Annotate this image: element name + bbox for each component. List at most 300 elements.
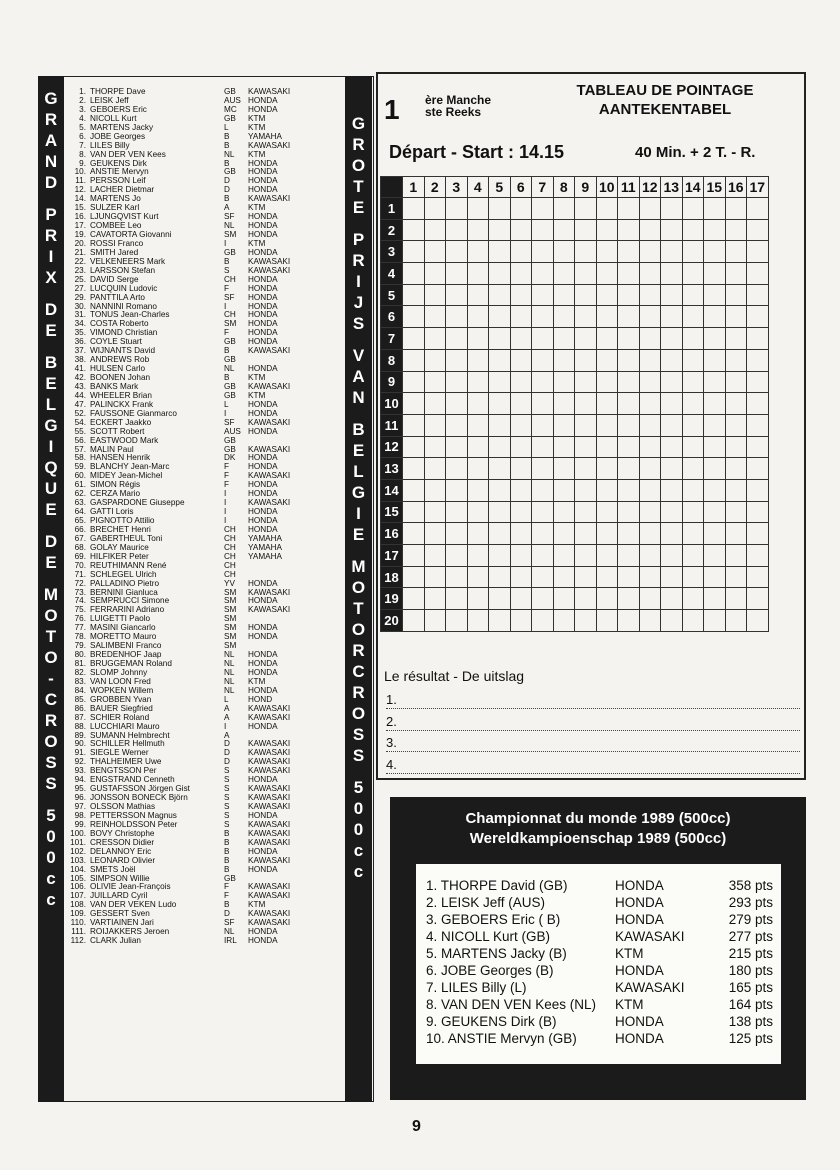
grid-cell[interactable]	[704, 349, 726, 371]
grid-cell[interactable]	[725, 458, 747, 480]
result-line[interactable]: 4.	[386, 757, 800, 774]
grid-cell[interactable]	[682, 328, 704, 350]
grid-cell[interactable]	[510, 328, 532, 350]
grid-cell[interactable]	[639, 263, 661, 285]
grid-cell[interactable]	[618, 414, 640, 436]
grid-cell[interactable]	[424, 479, 446, 501]
grid-cell[interactable]	[510, 198, 532, 220]
grid-cell[interactable]	[682, 566, 704, 588]
grid-cell[interactable]	[489, 284, 511, 306]
grid-cell[interactable]	[747, 328, 769, 350]
grid-cell[interactable]	[682, 458, 704, 480]
grid-cell[interactable]	[639, 284, 661, 306]
grid-cell[interactable]	[532, 523, 554, 545]
grid-cell[interactable]	[725, 263, 747, 285]
grid-cell[interactable]	[575, 349, 597, 371]
grid-cell[interactable]	[639, 306, 661, 328]
grid-cell[interactable]	[446, 263, 468, 285]
grid-cell[interactable]	[575, 436, 597, 458]
grid-cell[interactable]	[424, 241, 446, 263]
grid-cell[interactable]	[725, 414, 747, 436]
grid-cell[interactable]	[618, 241, 640, 263]
grid-cell[interactable]	[532, 414, 554, 436]
grid-cell[interactable]	[596, 588, 618, 610]
grid-cell[interactable]	[704, 241, 726, 263]
grid-cell[interactable]	[747, 610, 769, 632]
grid-cell[interactable]	[725, 371, 747, 393]
grid-cell[interactable]	[639, 566, 661, 588]
grid-cell[interactable]	[446, 610, 468, 632]
grid-cell[interactable]	[725, 349, 747, 371]
grid-cell[interactable]	[446, 198, 468, 220]
grid-cell[interactable]	[682, 610, 704, 632]
grid-cell[interactable]	[403, 306, 425, 328]
grid-cell[interactable]	[596, 328, 618, 350]
grid-cell[interactable]	[532, 566, 554, 588]
grid-cell[interactable]	[704, 501, 726, 523]
grid-cell[interactable]	[661, 263, 683, 285]
grid-cell[interactable]	[747, 479, 769, 501]
grid-cell[interactable]	[403, 545, 425, 567]
grid-cell[interactable]	[553, 219, 575, 241]
grid-cell[interactable]	[446, 284, 468, 306]
grid-cell[interactable]	[747, 458, 769, 480]
grid-cell[interactable]	[661, 219, 683, 241]
grid-cell[interactable]	[682, 436, 704, 458]
grid-cell[interactable]	[661, 241, 683, 263]
grid-cell[interactable]	[446, 588, 468, 610]
grid-cell[interactable]	[424, 219, 446, 241]
grid-cell[interactable]	[725, 219, 747, 241]
grid-cell[interactable]	[467, 263, 489, 285]
grid-cell[interactable]	[489, 545, 511, 567]
grid-cell[interactable]	[446, 436, 468, 458]
grid-cell[interactable]	[403, 414, 425, 436]
grid-cell[interactable]	[489, 610, 511, 632]
grid-cell[interactable]	[424, 501, 446, 523]
grid-cell[interactable]	[553, 588, 575, 610]
grid-cell[interactable]	[747, 436, 769, 458]
grid-cell[interactable]	[639, 349, 661, 371]
grid-cell[interactable]	[467, 545, 489, 567]
grid-cell[interactable]	[510, 371, 532, 393]
grid-cell[interactable]	[403, 198, 425, 220]
grid-cell[interactable]	[532, 458, 554, 480]
grid-cell[interactable]	[596, 458, 618, 480]
grid-cell[interactable]	[403, 566, 425, 588]
grid-cell[interactable]	[403, 349, 425, 371]
grid-cell[interactable]	[639, 545, 661, 567]
grid-cell[interactable]	[489, 328, 511, 350]
grid-cell[interactable]	[747, 284, 769, 306]
grid-cell[interactable]	[747, 566, 769, 588]
grid-cell[interactable]	[489, 263, 511, 285]
grid-cell[interactable]	[661, 479, 683, 501]
grid-cell[interactable]	[704, 588, 726, 610]
grid-cell[interactable]	[532, 306, 554, 328]
grid-cell[interactable]	[510, 501, 532, 523]
grid-cell[interactable]	[618, 458, 640, 480]
grid-cell[interactable]	[489, 501, 511, 523]
grid-cell[interactable]	[682, 263, 704, 285]
result-line[interactable]: 3.	[386, 735, 800, 752]
grid-cell[interactable]	[489, 241, 511, 263]
grid-cell[interactable]	[575, 284, 597, 306]
grid-cell[interactable]	[639, 219, 661, 241]
grid-cell[interactable]	[639, 479, 661, 501]
grid-cell[interactable]	[661, 306, 683, 328]
grid-cell[interactable]	[725, 566, 747, 588]
grid-cell[interactable]	[575, 523, 597, 545]
grid-cell[interactable]	[725, 545, 747, 567]
grid-cell[interactable]	[618, 393, 640, 415]
grid-cell[interactable]	[553, 523, 575, 545]
grid-cell[interactable]	[446, 393, 468, 415]
grid-cell[interactable]	[467, 219, 489, 241]
grid-cell[interactable]	[725, 284, 747, 306]
grid-cell[interactable]	[704, 306, 726, 328]
grid-cell[interactable]	[532, 198, 554, 220]
grid-cell[interactable]	[446, 306, 468, 328]
grid-cell[interactable]	[682, 371, 704, 393]
grid-cell[interactable]	[424, 414, 446, 436]
grid-cell[interactable]	[467, 479, 489, 501]
grid-cell[interactable]	[618, 501, 640, 523]
grid-cell[interactable]	[467, 241, 489, 263]
grid-cell[interactable]	[532, 479, 554, 501]
grid-cell[interactable]	[403, 241, 425, 263]
grid-cell[interactable]	[553, 263, 575, 285]
grid-cell[interactable]	[575, 241, 597, 263]
grid-cell[interactable]	[467, 198, 489, 220]
grid-cell[interactable]	[553, 566, 575, 588]
grid-cell[interactable]	[510, 588, 532, 610]
grid-cell[interactable]	[747, 545, 769, 567]
grid-cell[interactable]	[704, 523, 726, 545]
grid-cell[interactable]	[424, 349, 446, 371]
grid-cell[interactable]	[489, 349, 511, 371]
grid-cell[interactable]	[446, 241, 468, 263]
grid-cell[interactable]	[682, 306, 704, 328]
grid-cell[interactable]	[661, 284, 683, 306]
grid-cell[interactable]	[682, 414, 704, 436]
grid-cell[interactable]	[682, 198, 704, 220]
grid-cell[interactable]	[489, 414, 511, 436]
grid-cell[interactable]	[682, 284, 704, 306]
grid-cell[interactable]	[424, 393, 446, 415]
grid-cell[interactable]	[682, 523, 704, 545]
grid-cell[interactable]	[596, 306, 618, 328]
grid-cell[interactable]	[403, 523, 425, 545]
grid-cell[interactable]	[747, 523, 769, 545]
grid-cell[interactable]	[725, 523, 747, 545]
grid-cell[interactable]	[618, 523, 640, 545]
grid-cell[interactable]	[446, 328, 468, 350]
grid-cell[interactable]	[510, 306, 532, 328]
grid-cell[interactable]	[575, 566, 597, 588]
grid-cell[interactable]	[446, 545, 468, 567]
grid-cell[interactable]	[553, 241, 575, 263]
grid-cell[interactable]	[553, 545, 575, 567]
grid-cell[interactable]	[661, 371, 683, 393]
grid-cell[interactable]	[424, 328, 446, 350]
grid-cell[interactable]	[532, 545, 554, 567]
grid-cell[interactable]	[639, 523, 661, 545]
grid-cell[interactable]	[424, 566, 446, 588]
grid-cell[interactable]	[575, 501, 597, 523]
grid-cell[interactable]	[747, 219, 769, 241]
grid-cell[interactable]	[532, 501, 554, 523]
grid-cell[interactable]	[661, 523, 683, 545]
grid-cell[interactable]	[553, 371, 575, 393]
grid-cell[interactable]	[424, 588, 446, 610]
grid-cell[interactable]	[704, 414, 726, 436]
grid-cell[interactable]	[553, 501, 575, 523]
grid-cell[interactable]	[747, 198, 769, 220]
grid-cell[interactable]	[704, 328, 726, 350]
grid-cell[interactable]	[467, 566, 489, 588]
grid-cell[interactable]	[618, 479, 640, 501]
grid-cell[interactable]	[639, 393, 661, 415]
grid-cell[interactable]	[639, 198, 661, 220]
grid-cell[interactable]	[596, 545, 618, 567]
grid-cell[interactable]	[661, 501, 683, 523]
grid-cell[interactable]	[467, 588, 489, 610]
grid-cell[interactable]	[424, 306, 446, 328]
grid-cell[interactable]	[446, 219, 468, 241]
grid-cell[interactable]	[704, 198, 726, 220]
grid-cell[interactable]	[446, 479, 468, 501]
grid-cell[interactable]	[747, 588, 769, 610]
grid-cell[interactable]	[596, 198, 618, 220]
grid-cell[interactable]	[575, 414, 597, 436]
grid-cell[interactable]	[446, 501, 468, 523]
grid-cell[interactable]	[682, 393, 704, 415]
result-line[interactable]: 2.	[386, 714, 800, 731]
grid-cell[interactable]	[639, 371, 661, 393]
grid-cell[interactable]	[575, 479, 597, 501]
grid-cell[interactable]	[725, 436, 747, 458]
grid-cell[interactable]	[661, 328, 683, 350]
grid-cell[interactable]	[424, 371, 446, 393]
grid-cell[interactable]	[661, 198, 683, 220]
grid-cell[interactable]	[596, 263, 618, 285]
grid-cell[interactable]	[682, 479, 704, 501]
grid-cell[interactable]	[618, 610, 640, 632]
grid-cell[interactable]	[618, 436, 640, 458]
grid-cell[interactable]	[446, 349, 468, 371]
grid-cell[interactable]	[661, 458, 683, 480]
grid-cell[interactable]	[575, 198, 597, 220]
grid-cell[interactable]	[747, 501, 769, 523]
grid-cell[interactable]	[532, 393, 554, 415]
grid-cell[interactable]	[618, 306, 640, 328]
grid-cell[interactable]	[403, 458, 425, 480]
grid-cell[interactable]	[467, 501, 489, 523]
grid-cell[interactable]	[639, 328, 661, 350]
grid-cell[interactable]	[532, 349, 554, 371]
grid-cell[interactable]	[618, 198, 640, 220]
grid-cell[interactable]	[639, 588, 661, 610]
grid-cell[interactable]	[661, 414, 683, 436]
grid-cell[interactable]	[467, 436, 489, 458]
grid-cell[interactable]	[704, 284, 726, 306]
grid-cell[interactable]	[575, 328, 597, 350]
grid-cell[interactable]	[596, 501, 618, 523]
grid-cell[interactable]	[446, 523, 468, 545]
grid-cell[interactable]	[682, 588, 704, 610]
grid-cell[interactable]	[403, 393, 425, 415]
grid-cell[interactable]	[639, 458, 661, 480]
grid-cell[interactable]	[575, 371, 597, 393]
grid-cell[interactable]	[596, 371, 618, 393]
grid-cell[interactable]	[596, 219, 618, 241]
grid-cell[interactable]	[489, 219, 511, 241]
grid-cell[interactable]	[575, 306, 597, 328]
grid-cell[interactable]	[510, 263, 532, 285]
grid-cell[interactable]	[596, 523, 618, 545]
grid-cell[interactable]	[725, 610, 747, 632]
grid-cell[interactable]	[532, 436, 554, 458]
grid-cell[interactable]	[467, 306, 489, 328]
grid-cell[interactable]	[618, 545, 640, 567]
grid-cell[interactable]	[639, 436, 661, 458]
grid-cell[interactable]	[446, 566, 468, 588]
grid-cell[interactable]	[725, 328, 747, 350]
grid-cell[interactable]	[489, 588, 511, 610]
grid-cell[interactable]	[510, 284, 532, 306]
grid-cell[interactable]	[553, 479, 575, 501]
grid-cell[interactable]	[618, 371, 640, 393]
grid-cell[interactable]	[532, 588, 554, 610]
grid-cell[interactable]	[661, 349, 683, 371]
grid-cell[interactable]	[446, 458, 468, 480]
grid-cell[interactable]	[575, 393, 597, 415]
grid-cell[interactable]	[682, 219, 704, 241]
grid-cell[interactable]	[575, 458, 597, 480]
grid-cell[interactable]	[553, 610, 575, 632]
grid-cell[interactable]	[489, 198, 511, 220]
grid-cell[interactable]	[424, 284, 446, 306]
grid-cell[interactable]	[553, 414, 575, 436]
grid-cell[interactable]	[575, 588, 597, 610]
grid-cell[interactable]	[596, 241, 618, 263]
grid-cell[interactable]	[510, 414, 532, 436]
grid-cell[interactable]	[596, 393, 618, 415]
grid-cell[interactable]	[618, 219, 640, 241]
grid-cell[interactable]	[661, 566, 683, 588]
grid-cell[interactable]	[575, 263, 597, 285]
grid-cell[interactable]	[639, 414, 661, 436]
grid-cell[interactable]	[510, 545, 532, 567]
grid-cell[interactable]	[510, 241, 532, 263]
grid-cell[interactable]	[704, 610, 726, 632]
grid-cell[interactable]	[575, 545, 597, 567]
grid-cell[interactable]	[661, 610, 683, 632]
grid-cell[interactable]	[424, 610, 446, 632]
grid-cell[interactable]	[510, 523, 532, 545]
grid-cell[interactable]	[532, 328, 554, 350]
result-line[interactable]: 1.	[386, 692, 800, 709]
grid-cell[interactable]	[553, 393, 575, 415]
grid-cell[interactable]	[489, 371, 511, 393]
grid-cell[interactable]	[553, 458, 575, 480]
grid-cell[interactable]	[403, 610, 425, 632]
grid-cell[interactable]	[403, 436, 425, 458]
grid-cell[interactable]	[403, 479, 425, 501]
grid-cell[interactable]	[489, 436, 511, 458]
grid-cell[interactable]	[446, 414, 468, 436]
grid-cell[interactable]	[725, 393, 747, 415]
grid-cell[interactable]	[467, 523, 489, 545]
grid-cell[interactable]	[725, 588, 747, 610]
grid-cell[interactable]	[725, 501, 747, 523]
grid-cell[interactable]	[403, 501, 425, 523]
grid-cell[interactable]	[553, 198, 575, 220]
grid-cell[interactable]	[467, 610, 489, 632]
grid-cell[interactable]	[661, 588, 683, 610]
grid-cell[interactable]	[510, 458, 532, 480]
grid-cell[interactable]	[682, 545, 704, 567]
grid-cell[interactable]	[725, 241, 747, 263]
grid-cell[interactable]	[510, 479, 532, 501]
grid-cell[interactable]	[446, 371, 468, 393]
grid-cell[interactable]	[661, 436, 683, 458]
grid-cell[interactable]	[489, 523, 511, 545]
grid-cell[interactable]	[747, 263, 769, 285]
grid-cell[interactable]	[510, 219, 532, 241]
grid-cell[interactable]	[403, 284, 425, 306]
grid-cell[interactable]	[510, 349, 532, 371]
grid-cell[interactable]	[553, 328, 575, 350]
grid-cell[interactable]	[747, 371, 769, 393]
grid-cell[interactable]	[467, 371, 489, 393]
grid-cell[interactable]	[661, 545, 683, 567]
grid-cell[interactable]	[596, 349, 618, 371]
grid-cell[interactable]	[424, 458, 446, 480]
grid-cell[interactable]	[596, 414, 618, 436]
grid-cell[interactable]	[747, 349, 769, 371]
grid-cell[interactable]	[596, 479, 618, 501]
grid-cell[interactable]	[424, 545, 446, 567]
grid-cell[interactable]	[510, 566, 532, 588]
grid-cell[interactable]	[532, 284, 554, 306]
grid-cell[interactable]	[682, 501, 704, 523]
grid-cell[interactable]	[618, 284, 640, 306]
grid-cell[interactable]	[618, 588, 640, 610]
grid-cell[interactable]	[532, 241, 554, 263]
grid-cell[interactable]	[553, 349, 575, 371]
grid-cell[interactable]	[553, 436, 575, 458]
grid-cell[interactable]	[403, 219, 425, 241]
grid-cell[interactable]	[704, 219, 726, 241]
grid-cell[interactable]	[725, 198, 747, 220]
grid-cell[interactable]	[489, 479, 511, 501]
grid-cell[interactable]	[489, 393, 511, 415]
grid-cell[interactable]	[424, 263, 446, 285]
grid-cell[interactable]	[747, 241, 769, 263]
grid-cell[interactable]	[704, 393, 726, 415]
grid-cell[interactable]	[747, 306, 769, 328]
grid-cell[interactable]	[639, 610, 661, 632]
grid-cell[interactable]	[489, 566, 511, 588]
grid-cell[interactable]	[596, 566, 618, 588]
grid-cell[interactable]	[553, 284, 575, 306]
grid-cell[interactable]	[553, 306, 575, 328]
grid-cell[interactable]	[704, 458, 726, 480]
grid-cell[interactable]	[489, 458, 511, 480]
grid-cell[interactable]	[403, 588, 425, 610]
